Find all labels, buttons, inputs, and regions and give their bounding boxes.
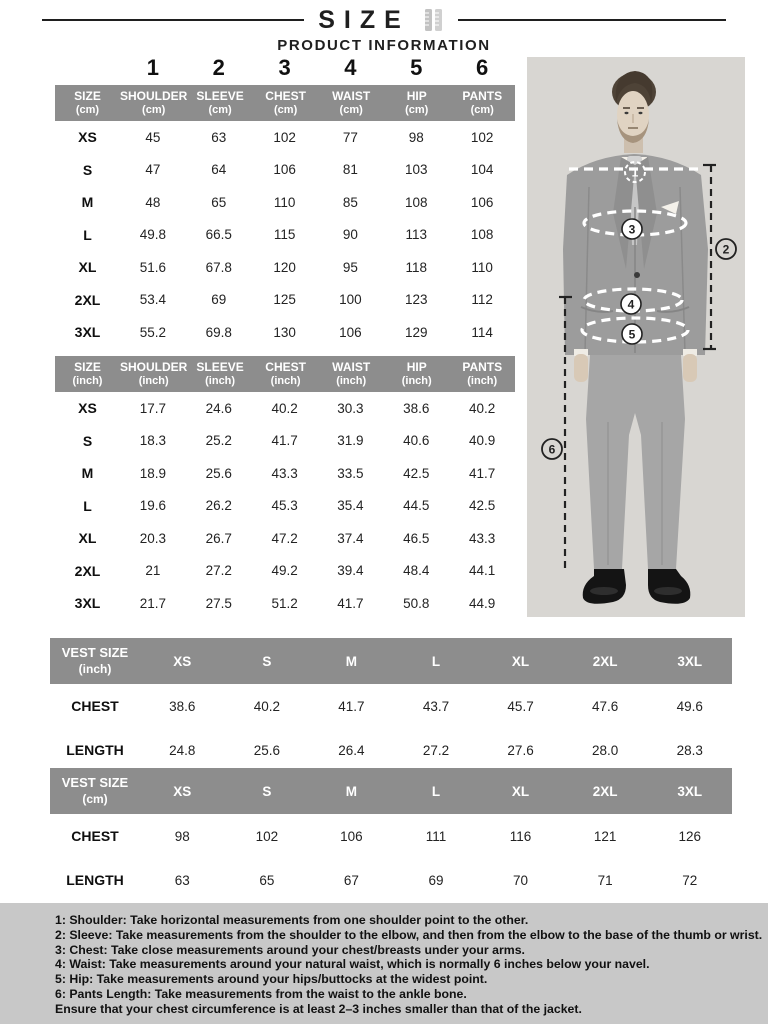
sleeve-value: 64 xyxy=(211,162,227,178)
vest-value: 40.2 xyxy=(253,698,280,714)
chest-value: 110 xyxy=(273,194,296,210)
measure-number: 1 xyxy=(146,55,160,80)
column-header-name: PANTS xyxy=(462,89,503,104)
size-row xyxy=(55,587,515,620)
svg-text:6: 6 xyxy=(548,442,556,457)
vest-value: 116 xyxy=(509,828,532,844)
size-table-cm-body xyxy=(55,121,515,349)
svg-text:3: 3 xyxy=(628,222,636,237)
sleeve-value: 25.6 xyxy=(205,465,232,481)
pants-value: 104 xyxy=(470,162,494,178)
size-label: 2XL xyxy=(74,562,101,579)
waist-value: 77 xyxy=(342,129,358,145)
marker-5 xyxy=(622,324,642,344)
marker-4 xyxy=(621,294,641,314)
vest-size-columns xyxy=(140,654,732,669)
measurement-notes xyxy=(0,903,768,1024)
vest-value: 111 xyxy=(425,828,447,844)
vest-size-column: XL xyxy=(511,653,530,669)
vest-value: 25.6 xyxy=(253,742,280,758)
column-header-name: CHEST xyxy=(265,360,306,375)
pants-value: 44.9 xyxy=(468,595,496,611)
vest-row-label: CHEST xyxy=(71,698,119,714)
note-line: 2: Sleeve: Take measurements from the shoulder to the elbow, and then from the elbow to the base of the thumb or wrist. xyxy=(55,927,763,942)
size-label: M xyxy=(81,194,94,211)
vest-size-column: S xyxy=(262,653,272,669)
chest-value: 40.2 xyxy=(271,400,298,416)
vest-value: 121 xyxy=(593,828,617,844)
size-label: M xyxy=(81,465,94,482)
chest-value: 125 xyxy=(273,292,296,308)
column-header-unit: (inch) xyxy=(467,374,498,387)
size-table-inch-header xyxy=(55,356,515,392)
column-header-name: CHEST xyxy=(265,89,306,104)
column-header-unit: (inch) xyxy=(205,374,236,387)
column-header-name: SLEEVE xyxy=(196,360,244,375)
shoulder-value: 17.7 xyxy=(139,400,167,416)
column-header xyxy=(253,360,319,388)
column-header-name: HIP xyxy=(406,89,427,104)
column-header xyxy=(55,360,120,388)
column-header-unit: (cm) xyxy=(274,103,298,116)
size-row xyxy=(55,251,515,284)
column-header-unit: (cm) xyxy=(75,103,100,116)
waist-value: 30.3 xyxy=(337,400,364,416)
vest-value: 49.6 xyxy=(676,698,703,714)
column-header xyxy=(384,360,450,388)
shoulder-value: 21 xyxy=(145,563,161,579)
column-header-unit: (cm) xyxy=(208,103,232,116)
chest-value: 102 xyxy=(273,129,296,145)
vest-value: 27.6 xyxy=(507,742,534,758)
svg-text:5: 5 xyxy=(628,327,636,342)
pants-value: 43.3 xyxy=(468,530,496,546)
column-header-name: SIZE xyxy=(74,360,101,375)
size-label: S xyxy=(82,432,93,449)
pants-value: 40.2 xyxy=(468,400,496,416)
note-line: 1: Shoulder: Take horizontal measurements from one shoulder point to the other. xyxy=(55,913,529,927)
sleeve-value: 25.2 xyxy=(205,433,232,449)
size-label: XL xyxy=(78,259,97,276)
vest-value: 72 xyxy=(682,872,698,888)
chest-value: 49.2 xyxy=(271,563,298,579)
sleeve-value: 26.2 xyxy=(205,498,232,514)
chest-value: 45.3 xyxy=(271,498,298,514)
svg-text:2: 2 xyxy=(722,242,730,257)
vest-value: 63 xyxy=(174,872,190,888)
column-header-name: HIP xyxy=(406,360,427,375)
waist-value: 95 xyxy=(342,259,358,275)
sleeve-value: 63 xyxy=(211,129,227,145)
measure-number: 5 xyxy=(410,55,423,80)
size-table-cm xyxy=(55,85,515,349)
sleeve-value: 69 xyxy=(211,292,227,308)
column-header xyxy=(449,360,515,388)
vest-size-column: XL xyxy=(511,783,530,799)
shoulder-value: 18.9 xyxy=(139,465,167,481)
hip-value: 38.6 xyxy=(403,400,430,416)
size-row xyxy=(55,219,515,252)
waist-value: 31.9 xyxy=(337,433,364,449)
shoulder-value: 20.3 xyxy=(139,530,167,546)
vest-row xyxy=(50,858,732,902)
vest-value: 67 xyxy=(343,872,359,888)
hip-value: 46.5 xyxy=(403,530,430,546)
shoulder-value: 51.6 xyxy=(139,259,167,275)
vest-table-inch xyxy=(50,638,732,772)
size-label: 2XL xyxy=(74,291,101,308)
shoulder-value: 45 xyxy=(145,129,161,145)
column-header xyxy=(318,360,384,388)
hip-value: 98 xyxy=(408,129,424,145)
hip-value: 108 xyxy=(404,194,428,210)
chest-value: 106 xyxy=(273,162,296,178)
column-header-name: SHOULDER xyxy=(120,89,188,104)
size-table-inch-body xyxy=(55,392,515,620)
hip-value: 113 xyxy=(405,227,427,243)
waist-value: 35.4 xyxy=(337,498,364,514)
vest-value: 69 xyxy=(428,872,444,888)
page-subtitle: PRODUCT INFORMATION xyxy=(277,37,491,54)
measure-number: 4 xyxy=(344,55,357,80)
pants-value: 41.7 xyxy=(468,465,496,481)
sleeve-value: 69.8 xyxy=(205,324,232,340)
column-header-name: SHOULDER xyxy=(120,360,188,375)
hip-value: 123 xyxy=(404,292,428,308)
size-table-cm-header xyxy=(55,85,515,121)
sleeve-value: 66.5 xyxy=(205,227,232,243)
size-row xyxy=(55,522,515,555)
vest-value: 28.0 xyxy=(591,742,619,758)
vest-row-label: LENGTH xyxy=(66,872,124,888)
vest-value: 43.7 xyxy=(422,698,450,714)
size-label: XS xyxy=(78,129,97,146)
pants-value: 102 xyxy=(470,129,494,145)
vest-size-column: XS xyxy=(173,653,192,669)
svg-text:4: 4 xyxy=(627,297,635,312)
column-header-name: WAIST xyxy=(332,89,371,104)
pants-value: 112 xyxy=(471,292,493,308)
shoulder-value: 49.8 xyxy=(139,227,167,243)
vest-value: 70 xyxy=(513,872,529,888)
page-header xyxy=(0,5,768,54)
column-header xyxy=(449,89,515,117)
shoulder-value: 21.7 xyxy=(139,595,167,611)
vest-row-label: LENGTH xyxy=(66,742,124,758)
note-line: 5: Hip: Take measurements around your hips/buttocks at the widest point. xyxy=(55,972,488,987)
size-table-inch xyxy=(55,356,515,620)
vest-size-column: S xyxy=(262,783,272,799)
vest-size-title-name: VEST SIZE xyxy=(61,645,129,661)
size-label: L xyxy=(83,226,92,243)
hip-value: 129 xyxy=(404,324,428,340)
chest-value: 130 xyxy=(273,324,296,340)
vest-value: 102 xyxy=(255,828,279,844)
note-line: Ensure that your chest circumference is at least 2–3 inches smaller than that of the jacket. xyxy=(55,1001,582,1016)
note-line: 4: Waist: Take measurements around your natural waist, which is normally 6 inches below your navel. xyxy=(55,957,650,972)
column-header-unit: (inch) xyxy=(401,374,432,387)
size-label: XS xyxy=(78,400,97,417)
pants-value: 106 xyxy=(470,194,494,210)
pants-value: 108 xyxy=(470,227,494,243)
size-row xyxy=(55,392,515,425)
pants-value: 110 xyxy=(471,259,493,275)
waist-value: 85 xyxy=(342,194,358,210)
hip-value: 103 xyxy=(404,162,428,178)
vest-table-cm xyxy=(50,768,732,902)
vest-value: 71 xyxy=(597,872,613,888)
vest-size-column: 2XL xyxy=(592,653,618,669)
column-header-unit: (cm) xyxy=(142,103,166,116)
column-header xyxy=(253,89,319,117)
vest-table-cm-header xyxy=(50,768,732,814)
vest-value: 27.2 xyxy=(422,742,450,758)
column-header-name: WAIST xyxy=(332,360,371,375)
sleeve-value: 27.2 xyxy=(205,563,232,579)
shoulder-value: 48 xyxy=(145,194,161,210)
vest-value: 126 xyxy=(678,828,701,844)
column-header xyxy=(120,89,187,117)
measure-number: 6 xyxy=(475,55,489,80)
hip-value: 50.8 xyxy=(403,595,430,611)
vest-value: 65 xyxy=(259,872,275,888)
size-row xyxy=(55,555,515,588)
column-header xyxy=(120,360,187,388)
column-header xyxy=(318,89,384,117)
vest-row-label: CHEST xyxy=(71,828,119,844)
hip-value: 42.5 xyxy=(403,465,430,481)
size-row xyxy=(55,316,515,349)
chest-value: 47.2 xyxy=(271,530,298,546)
vest-row xyxy=(50,814,732,858)
column-header-name: SIZE xyxy=(74,89,101,104)
waist-value: 90 xyxy=(342,227,358,243)
vest-table-inch-header xyxy=(50,638,732,684)
pants-value: 40.9 xyxy=(468,433,496,449)
vest-value: 47.6 xyxy=(591,698,619,714)
vest-value: 24.8 xyxy=(169,742,196,758)
hip-value: 44.5 xyxy=(403,498,430,514)
size-row xyxy=(55,490,515,523)
vest-row xyxy=(50,684,732,728)
vest-value: 106 xyxy=(340,828,363,844)
vest-size-title xyxy=(50,775,140,806)
sleeve-value: 67.8 xyxy=(205,259,232,275)
chest-value: 43.3 xyxy=(271,465,298,481)
size-row xyxy=(55,284,515,317)
pants-value: 114 xyxy=(471,324,493,340)
chest-value: 120 xyxy=(273,259,296,275)
svg-text:1: 1 xyxy=(631,165,639,180)
vest-value: 45.7 xyxy=(507,698,534,714)
vest-row xyxy=(50,728,732,772)
waist-value: 100 xyxy=(339,292,362,308)
vest-size-column: XS xyxy=(173,783,192,799)
size-row xyxy=(55,121,515,154)
column-header-unit: (inch) xyxy=(138,374,169,387)
vest-value: 28.3 xyxy=(676,742,703,758)
vest-size-columns xyxy=(140,784,732,799)
hip-value: 48.4 xyxy=(403,563,430,579)
hip-value: 118 xyxy=(405,259,427,275)
vest-table-cm-body xyxy=(50,814,732,902)
marker-3 xyxy=(622,219,642,239)
vest-size-column: 3XL xyxy=(677,783,703,799)
vest-size-title xyxy=(50,645,140,676)
shoulder-value: 19.6 xyxy=(139,498,167,514)
vest-size-column: M xyxy=(345,783,358,799)
column-header-unit: (inch) xyxy=(336,374,367,387)
column-header xyxy=(384,89,450,117)
waist-value: 37.4 xyxy=(337,530,364,546)
size-row xyxy=(55,457,515,490)
vest-value: 38.6 xyxy=(169,698,196,714)
shoulder-value: 53.4 xyxy=(139,292,167,308)
size-label: XL xyxy=(78,530,97,547)
measure-number: 2 xyxy=(212,55,225,80)
vest-value: 41.7 xyxy=(338,698,365,714)
waist-value: 106 xyxy=(339,324,362,340)
column-header-name: SLEEVE xyxy=(196,89,244,104)
chest-value: 41.7 xyxy=(271,433,298,449)
size-label: L xyxy=(83,497,92,514)
size-label: 3XL xyxy=(74,595,101,612)
sleeve-value: 65 xyxy=(211,194,227,210)
model-illustration xyxy=(527,57,745,617)
column-header-name: PANTS xyxy=(462,360,503,375)
waist-value: 33.5 xyxy=(337,465,364,481)
pants-value: 42.5 xyxy=(468,498,496,514)
column-header-unit: (cm) xyxy=(339,103,363,116)
page-title: SIZE xyxy=(318,5,410,34)
divider-line-left xyxy=(42,19,304,21)
measure-number: 3 xyxy=(278,55,291,80)
size-row xyxy=(55,154,515,187)
vest-value: 98 xyxy=(174,828,190,844)
size-label: S xyxy=(82,161,93,178)
column-header-unit: (inch) xyxy=(270,374,301,387)
vest-value: 26.4 xyxy=(338,742,365,758)
pants-value: 44.1 xyxy=(468,563,496,579)
waist-value: 41.7 xyxy=(337,595,364,611)
sleeve-value: 26.7 xyxy=(205,530,232,546)
divider-line-right xyxy=(458,19,726,21)
waist-value: 39.4 xyxy=(337,563,364,579)
size-label: 3XL xyxy=(74,324,101,341)
size-row xyxy=(55,186,515,219)
vest-size-column: 3XL xyxy=(677,653,703,669)
note-line: 6: Pants Length: Take measurements from the waist to the ankle bone. xyxy=(55,986,467,1001)
note-line: 3: Chest: Take close measurements around your chest/breasts under your arms. xyxy=(55,942,525,957)
vest-size-column: L xyxy=(431,783,441,799)
hip-value: 40.6 xyxy=(403,433,430,449)
chest-value: 51.2 xyxy=(271,595,298,611)
column-header xyxy=(187,360,253,388)
vest-size-title-unit: (cm) xyxy=(82,791,108,806)
marker-6 xyxy=(542,439,562,459)
marker-2 xyxy=(716,239,736,259)
vest-table-inch-body xyxy=(50,684,732,772)
sleeve-value: 24.6 xyxy=(205,400,232,416)
column-header xyxy=(187,89,253,117)
chest-value: 115 xyxy=(273,227,296,243)
vest-size-title-unit: (inch) xyxy=(78,661,112,676)
column-header-unit: (cm) xyxy=(405,103,429,116)
vest-size-column: 2XL xyxy=(592,783,618,799)
shoulder-value: 55.2 xyxy=(139,324,167,340)
shoulder-value: 47 xyxy=(145,162,161,178)
vest-size-title-name: VEST SIZE xyxy=(61,775,129,791)
ruler-icon xyxy=(424,8,444,32)
column-header xyxy=(55,89,120,117)
shoulder-value: 18.3 xyxy=(139,433,167,449)
vest-size-column: M xyxy=(345,653,358,669)
size-row xyxy=(55,425,515,458)
measure-number-row xyxy=(120,54,515,82)
sleeve-value: 27.5 xyxy=(205,595,232,611)
column-header-unit: (cm) xyxy=(470,103,494,116)
vest-size-column: L xyxy=(431,653,441,669)
column-header-unit: (inch) xyxy=(72,374,103,387)
waist-value: 81 xyxy=(342,162,358,178)
